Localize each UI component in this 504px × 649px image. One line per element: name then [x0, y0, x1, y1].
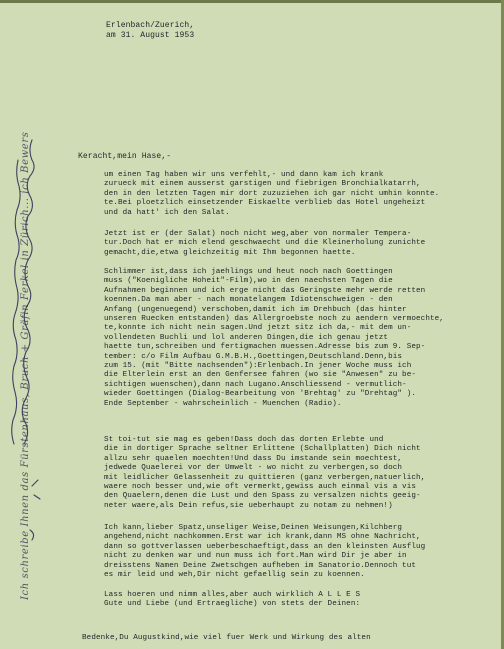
- text-line: Bedenke,Du Augustkind,wie viel fuer Werk und Wirkung des alten: [82, 634, 371, 642]
- text-line: jedwede Quaelerei vor der Umwelt - wo nicht zu verbergen,so doch: [104, 464, 403, 473]
- text-line: Aufnahmen beginnen und ich erge nicht das Geringste mehr werde retten: [104, 286, 426, 295]
- paragraph-7: [82, 634, 371, 643]
- text-line: Gute und Liebe (und Ertraegliche) von stets der Deinen:: [104, 600, 361, 609]
- text-line: Ende September - wahrscheinlich - Muenchen (Radio).: [104, 399, 342, 408]
- text-line: Schlimmer ist,dass ich jaehlings und heut noch nach Goettingen: [104, 268, 393, 276]
- text-line: und da hatt' ich den Salat.: [104, 208, 230, 217]
- text-line: den in den letzten Tagen mir dort zuzuziehen ich gar nicht umhin konnte.: [104, 189, 440, 198]
- text-line: vollendeten Buchli und lol anderen Dingen,die ich genau jetzt: [104, 333, 389, 342]
- text-line: koennen.Da man aber - nach monatelangem Idiotenschweigen - den: [104, 296, 393, 305]
- text-line: Jetzt ist er (der Salat) noch nicht weg,aber von normaler Tempera-: [104, 230, 412, 238]
- text-line: neter waere,als Dein refus,sie ueberhaupt zu notam zu nehmen!): [104, 501, 393, 510]
- text-line: den Quaelern,denen die Lust und den Spass zu versalzen nichts geeig-: [104, 492, 421, 501]
- text-line: sichtigen wuenschen),dann nach Lugano.Anschliessend - vermutlich-: [104, 380, 407, 389]
- text-line: die in dortiger Sprache seltner Erlittene (Schallplatten) Dich nicht: [104, 445, 421, 454]
- text-line: Lass hoeren und nimm alles,aber auch wirklich A L L E S: [104, 591, 361, 599]
- text-line: tember: c/o Film Aufbau G.M.B.H.,Goettingen,Deutschland.Denn,bis: [104, 352, 403, 361]
- text-line: gemacht,die,etwa gleichzeitig mit Ihm begonnen haette.: [104, 248, 356, 257]
- text-line: dann so gottverlassen ueberbeschaeftigt,dass an den kleinsten Ausflug: [104, 542, 426, 551]
- text-line: Ich kann,lieber Spatz,unseliger Weise,Deinen Weisungen,Kilchberg: [104, 524, 403, 532]
- text-line: haette tun,schreiben und fertigmachen muessen.Adresse bis zum 9. Sep-: [104, 343, 426, 352]
- date-line: am 31. August 1953: [106, 31, 195, 40]
- text-line: allzu sehr quaelen moechten!Und dass Du imstande sein moechtest,: [104, 454, 403, 463]
- handwritten-margin-note: Ich schreibe Ihnen das Fürstenhaus, Bruch + Gräfin Ferkel in Zürich... ich Bewers: [20, 131, 31, 600]
- text-line: St toi-tut sie mag es geben!Dass doch das dorten Erlebte und: [104, 436, 384, 444]
- text-line: muss ("Koenigliche Hoheit"-Film),wo in den naechsten Tagen die: [104, 277, 393, 286]
- text-line: mit leidlicher Gelassenheit zu quittieren (ganz verbergen,natuerlich,: [104, 473, 426, 482]
- paragraph-2: [104, 230, 425, 258]
- salutation: Keracht,mein Hase,-: [78, 152, 172, 161]
- paragraph-6: [104, 591, 360, 610]
- letter-header: [106, 21, 194, 41]
- paragraph-4: [104, 436, 425, 511]
- text-line: nicht zu denken war und nun muss ich fort.Man wird Dir je aber in: [104, 552, 407, 561]
- text-line: wieder Goettingen (Dialog-Bearbeitung von 'Brehtag' zu "Drehtag" ).: [104, 390, 417, 399]
- text-line: angehend,nicht nachkommen.Erst war ich krank,dann MS ohne Nachricht,: [104, 533, 421, 542]
- paragraph-1: [104, 171, 439, 218]
- page-edge-top: [0, 0, 504, 3]
- text-line: es mir leid und weh,Dir nicht gefaellig sein zu koennen.: [104, 571, 365, 580]
- text-line: unseren Ruecken entstanden) das Allergroebste noch zu aendern vermoechte,: [104, 315, 444, 324]
- text-line: zum 15. (mit "Bitte nachsenden"):Erlenbach.In jener Woche muss ich: [104, 362, 412, 371]
- text-line: um einen Tag haben wir uns verfehlt,- und dann kam ich krank: [104, 171, 384, 179]
- text-line: tur.Doch hat er mich elend geschwaecht und die Kleinerholung zunichte: [104, 239, 426, 248]
- paragraph-5: [104, 524, 425, 580]
- text-line: dreisstens Namen Deine Zwetschgen aufheben im Sanatorio.Dennoch tut: [104, 561, 417, 570]
- text-line: zurueck mit einem ausserst garstigen und fiebrigen Bronchialkatarrh,: [104, 180, 421, 189]
- text-line: waere noch besser und,wie oft vermerkt,gewiss auch einmal vis a vis: [104, 483, 417, 492]
- text-line: die Elterlein erst an den Genfersee fahren (wo sie "Anwesen" zu be-: [104, 371, 417, 380]
- text-line: Anfang (ungenuegend) verschoben,damit ich im Drehbuch (das hinter: [104, 305, 407, 314]
- text-line: te,konnte ich nicht nein sagen.Und jetzt sitz ich da,- mit dem un-: [104, 324, 412, 333]
- text-line: te.Bei ploetzlich einsetzender Eiskaelte verblieb das Hotel ungeheizt: [104, 199, 426, 208]
- place-line: Erlenbach/Zuerich,: [106, 21, 195, 30]
- paragraph-3: [104, 268, 444, 409]
